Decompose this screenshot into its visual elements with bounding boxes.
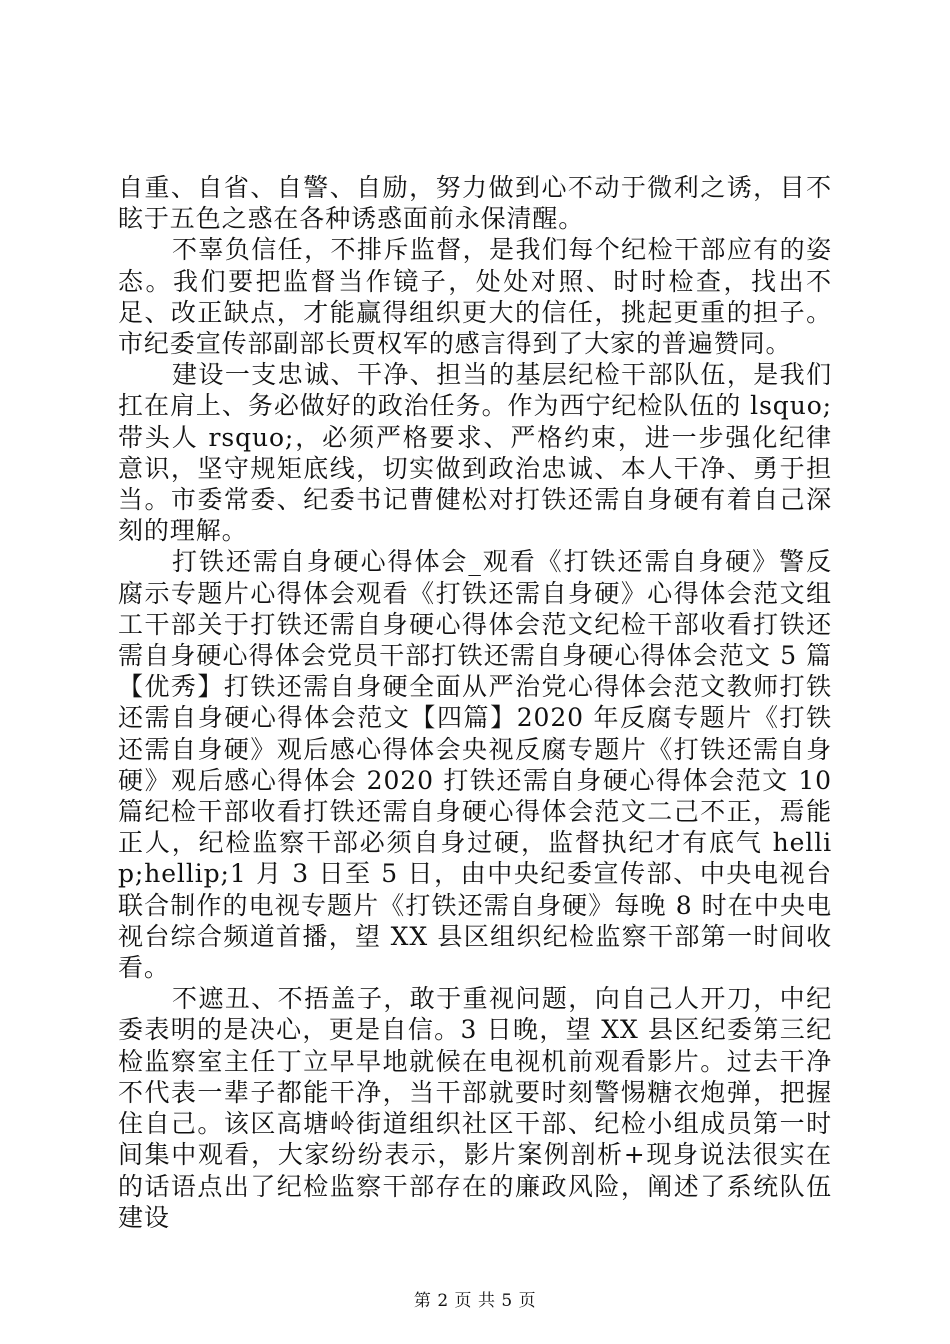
body-text <box>118 172 832 1233</box>
page-number-footer: 第 2 页 共 5 页 <box>413 1291 537 1311</box>
paragraph-determination: 不遮丑、不捂盖子，敢于重视问题，向自己人开刀，中纪委表明的是决心，更是自信。3 日晚，望 XX 县区纪委第三纪检监察室主任丁立早早地就候在电视机前观看影片。过去干净不代表一辈子都能干净，当干部就要时刻警惕糖衣炮弹，把握住自己。该区高塘岭街道组织社区干部、纪检小组成员第一时间集中观看，大家纷纷表示，影片案例剖析+现身说法很实在的话语点出了纪检监察干部存在的廉政风险，阐述了系统队伍建设 <box>118 984 832 1232</box>
paragraph-continued: 自重、自省、自警、自励，努力做到心不动于微利之诱，目不眩于五色之惑在各种诱惑面前永保清醒。 <box>118 173 832 234</box>
paragraph-trust-supervision: 不辜负信任，不排斥监督，是我们每个纪检干部应有的姿态。我们要把监督当作镜子，处处对照、时时检查，找出不足、改正缺点，才能赢得组织更大的信任，挑起更重的担子。市纪委宣传部副部长贾权军的感言得到了大家的普遍赞同。 <box>118 235 832 359</box>
paragraph-team-building: 建设一支忠诚、干净、担当的基层纪检干部队伍，是我们扛在肩上、务必做好的政治任务。作为西宁纪检队伍的 lsquo;带头人 rsquo;，必须严格要求、严格约束，进一步强化纪律意识，坚守规矩底线，切实做到政治忠诚、本人干净、勇于担当。市委常委、纪委书记曹健松对打铁还需自身硬有着自己深刻的理解。 <box>118 360 832 546</box>
paragraph-related-titles: 打铁还需自身硬心得体会_观看《打铁还需自身硬》警反腐示专题片心得体会观看《打铁还需自身硬》心得体会范文组工干部关于打铁还需自身硬心得体会范文纪检干部收看打铁还需自身硬心得体会党员干部打铁还需自身硬心得体会范文 5 篇【优秀】打铁还需自身硬全面从严治党心得体会范文教师打铁还需自身硬心得体会范文【四篇】2020 年反腐专题片《打铁还需自身硬》观后感心得体会央视反腐专题片《打铁还需自身硬》观后感心得体会 2020 打铁还需自身硬心得体会范文 10 篇纪检干部收看打铁还需自身硬心得体会范文二己不正，焉能正人，纪检监察干部必须自身过硬，监督执纪才有底气 hellip;hellip;1 月 3 日至 5 日，由中央纪委宣传部、中央电视台联合制作的电视专题片《打铁还需自身硬》每晚 8 时在中央电视台综合频道首播，望 XX 县区组织纪检监察干部第一时间收看。 <box>118 547 832 983</box>
